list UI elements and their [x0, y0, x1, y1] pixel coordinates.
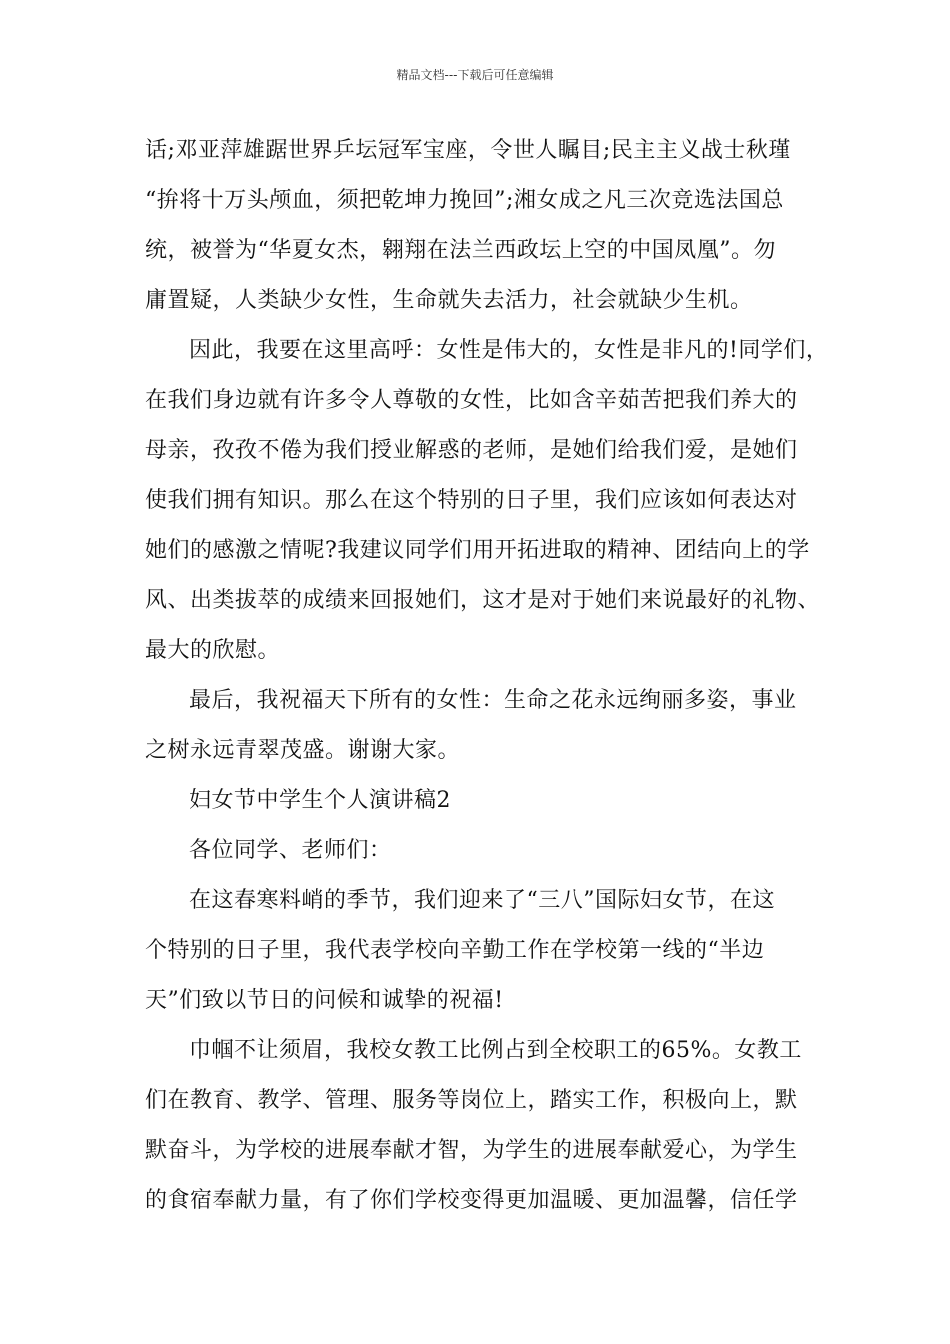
paragraph-3: [145, 676, 810, 776]
salutation: [145, 826, 810, 876]
text-line: 使我们拥有知识。那么在这个特别的日子里，我们应该如何表达对: [145, 488, 798, 513]
section-title: [145, 776, 810, 826]
text-line: 因此，我要在这里高呼：女性是伟大的，女性是非凡的!同学们，: [189, 338, 829, 363]
page-header: 精品文档---下载后可任意编辑: [396, 68, 554, 82]
text-line: 各位同学、老师们：: [189, 838, 392, 863]
text-line: 话;邓亚萍雄踞世界乒坛冠军宝座，令世人瞩目;民主主义战士秋瑾: [145, 138, 791, 163]
text-line: 统，被誉为“华夏女杰，翱翔在法兰西政坛上空的中国凤凰”。勿: [145, 238, 776, 263]
text-line: 巾帼不让须眉，我校女教工比例占到全校职工的65%。女教工: [189, 1038, 802, 1063]
text-line: 她们的感激之情呢?我建议同学们用开拓进取的精神、团结向上的学: [145, 538, 810, 563]
text-line: 默奋斗，为学校的进展奉献才智，为学生的进展奉献爱心，为学生: [145, 1138, 798, 1163]
text-line: 最大的欣慰。: [145, 638, 281, 663]
text-line: 在我们身边就有许多令人尊敬的女性，比如含辛茹苦把我们养大的: [145, 388, 798, 413]
text-line: 们在教育、教学、管理、服务等岗位上，踏实工作，积极向上，默: [145, 1088, 798, 1113]
text-line: 妇女节中学生个人演讲稿2: [189, 788, 451, 813]
paragraph-4: [145, 876, 810, 1026]
paragraph-5: [145, 1026, 810, 1226]
document-body: [145, 126, 829, 1226]
paragraph-1: [145, 126, 810, 326]
text-line: 风、出类拔萃的成绩来回报她们，这才是对于她们来说最好的礼物、: [145, 588, 821, 613]
paragraph-2: [145, 326, 829, 676]
text-line: 之树永远青翠茂盛。谢谢大家。: [145, 738, 461, 763]
text-line: 母亲，孜孜不倦为我们授业解惑的老师，是她们给我们爱，是她们: [145, 438, 798, 463]
text-line: 最后，我祝福天下所有的女性：生命之花永远绚丽多姿，事业: [189, 688, 797, 713]
text-line: 个特别的日子里，我代表学校向辛勤工作在学校第一线的“半边: [145, 938, 765, 963]
text-line: 的食宿奉献力量，有了你们学校变得更加温暖、更加温馨，信任学: [145, 1188, 798, 1213]
text-line: “拚将十万头颅血，须把乾坤力挽回”;湘女成之凡三次竞选法国总: [145, 188, 784, 213]
text-line: 在这春寒料峭的季节，我们迎来了“三八”国际妇女节，在这: [189, 888, 775, 913]
text-line: 庸置疑，人类缺少女性，生命就失去活力，社会就缺少生机。: [145, 288, 753, 313]
text-line: 天”们致以节日的问候和诚挚的祝福!: [145, 988, 504, 1013]
